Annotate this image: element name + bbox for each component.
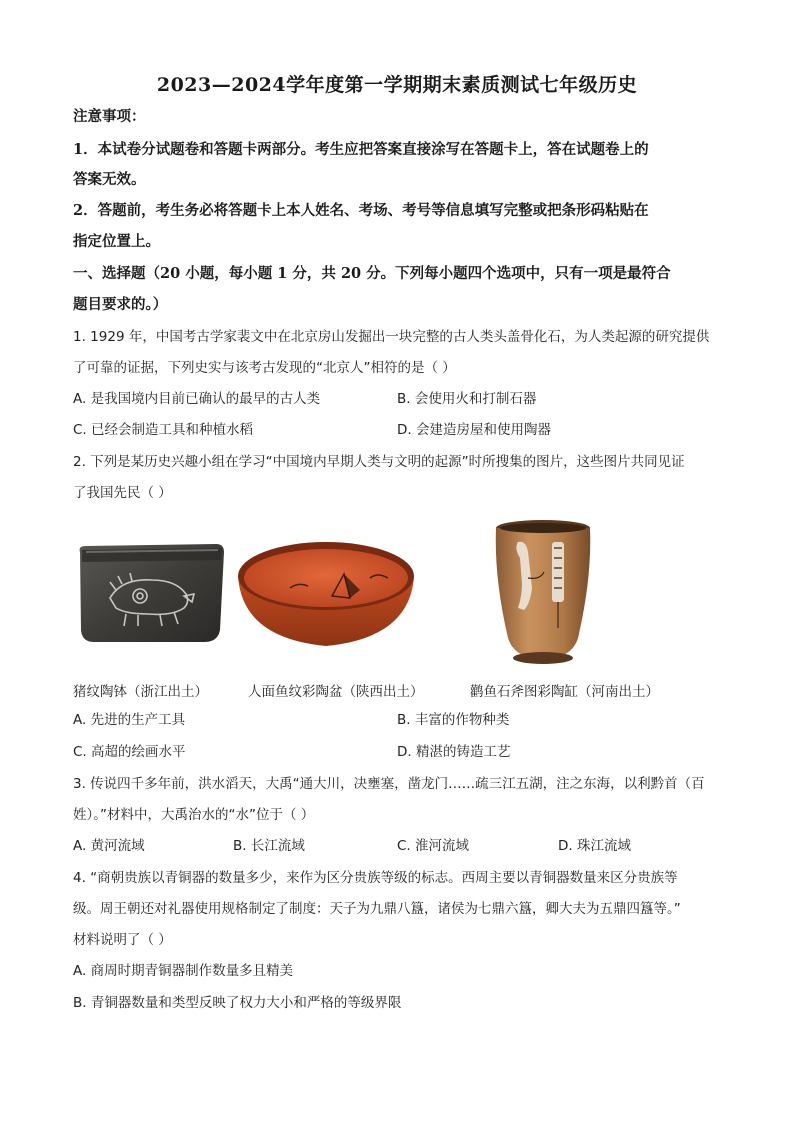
- q3-option-a: A. 黄河流域: [73, 838, 145, 854]
- q2-option-d: D. 精湛的铸造工艺: [397, 744, 511, 760]
- q1-option-d: D. 会建造房屋和使用陶器: [397, 422, 551, 438]
- q4-option-b: B. 青铜器数量和类型反映了权力大小和严格的等级界限: [73, 995, 402, 1011]
- q3-stem-a: 3. 传说四千多年前，洪水滔天，大禹“通大川，决壅塞，凿龙门……疏三江五湖，注之东海，以利黔首（百: [73, 776, 705, 792]
- caption-fish-basin: 人面鱼纹彩陶盆（陕西出土）: [248, 684, 424, 700]
- q4-stem-b: 级。周王朝还对礼器使用规格制定了制度：天子为九鼎八簋，诸侯为七鼎六簋，卿大夫为五鼎四簋等。”: [73, 901, 681, 917]
- q3-option-b: B. 长江流域: [233, 838, 305, 854]
- q1-option-a: A. 是我国境内目前已确认的最早的古人类: [73, 391, 321, 407]
- q4-stem-c: 材料说明了（ ）: [73, 932, 172, 948]
- q2-stem-a: 2. 下列是某历史兴趣小组在学习“中国境内早期人类与文明的起源”时所搜集的图片，这些图片共同见证: [73, 454, 685, 470]
- notice-item-1b: 答案无效。: [73, 171, 146, 188]
- q2-option-c: C. 高超的绘画水平: [73, 744, 186, 760]
- q1-option-c: C. 已经会制造工具和种植水稻: [73, 422, 254, 438]
- q2-option-a: A. 先进的生产工具: [73, 712, 186, 728]
- q1-stem-a: 1. 1929 年，中国考古学家裴文中在北京房山发掘出一块完整的古人类头盖骨化石，为人类起源的研究提供: [73, 329, 710, 345]
- q2-stem-b: 了我国先民（ ）: [73, 485, 172, 501]
- caption-stork-jar: 鹳鱼石斧图彩陶缸（河南出土）: [470, 684, 659, 700]
- q4-stem-a: 4. “商朝贵族以青铜器的数量多少，来作为区分贵族等级的标志。西周主要以青铜器数量来区分贵族等: [73, 870, 678, 886]
- notice-heading: 注意事项：: [73, 108, 146, 125]
- q2-option-b: B. 丰富的作物种类: [397, 712, 510, 728]
- section1-heading-a: 一、选择题（20 小题，每小题 1 分，共 20 分。下列每小题四个选项中，只有一项是最符合: [73, 265, 671, 282]
- notice-item-2a: 2．答题前，考生务必将答题卡上本人姓名、考场、考号等信息填写完整或把条形码粘贴在: [73, 202, 649, 219]
- pig-pattern-pottery-image: [72, 538, 230, 648]
- notice-item-1a: 1．本试卷分试题卷和答题卡两部分。考生应把答案直接涂写在答题卡上，答在试题卷上的: [73, 141, 649, 158]
- page-title: 2023—2024学年度第一学期期末素质测试七年级历史: [156, 74, 638, 96]
- notice-item-2b: 指定位置上。: [73, 233, 160, 250]
- stork-fish-axe-jar-image: [488, 518, 598, 666]
- q3-stem-b: 姓）。”材料中，大禹治水的“水”位于（ ）: [73, 807, 315, 823]
- q3-option-c: C. 淮河流域: [397, 838, 470, 854]
- section1-heading-b: 题目要求的。）: [73, 296, 168, 313]
- q1-stem-b: 了可靠的证据，下列史实与该考古发现的“北京人”相符的是（ ）: [73, 360, 456, 376]
- caption-pig-pottery: 猪纹陶钵（浙江出土）: [73, 684, 208, 700]
- q3-option-d: D. 珠江流域: [558, 838, 631, 854]
- q4-option-a: A. 商周时期青铜器制作数量多且精美: [73, 963, 294, 979]
- fish-pattern-basin-image: [232, 538, 420, 650]
- q1-option-b: B. 会使用火和打制石器: [397, 391, 537, 407]
